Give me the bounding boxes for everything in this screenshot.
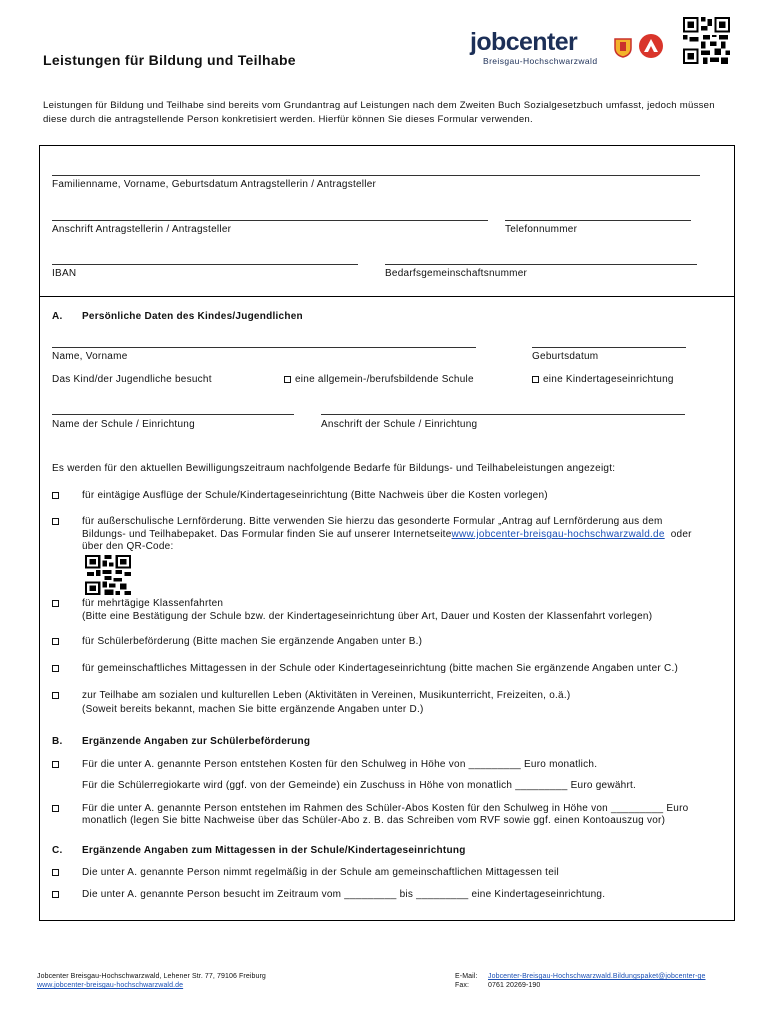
need-participation-line2: (Soweit bereits bekannt, machen Sie bitte ergänzende Angaben unter D.): [82, 704, 424, 715]
need-excursion-label: für eintägige Ausflüge der Schule/Kindertageseinrichtung (Bitte Nachweis über die Kosten vorlegen): [82, 490, 548, 501]
need-tutoring-line3: über den QR-Code:: [82, 541, 174, 552]
school-name-label: Name der Schule / Einrichtung: [52, 419, 195, 430]
phone-field[interactable]: [505, 220, 691, 221]
need-excursion-checkbox[interactable]: [52, 492, 59, 499]
applicant-address-label: Anschrift Antragstellerin / Antragsteller: [52, 224, 232, 235]
school-abo-line2: monatlich (legen Sie bitte Nachweise über das Schüler-Abo z. B. das Schreiben vom RVF sowie ggf. einen Kontoauszug vor): [82, 815, 666, 826]
need-participation-checkbox[interactable]: [52, 692, 59, 699]
school-option-label: eine allgemein-/berufsbildende Schule: [295, 374, 474, 385]
lunch-regular-checkbox[interactable]: [52, 869, 59, 876]
section-a-letter: A.: [52, 311, 63, 322]
school-address-field[interactable]: [321, 414, 685, 415]
child-name-label: Name, Vorname: [52, 351, 128, 362]
need-lunch-checkbox[interactable]: [52, 665, 59, 672]
bg-number-label: Bedarfsgemeinschaftsnummer: [385, 268, 528, 279]
need-classtrip-line1: für mehrtägige Klassenfahrten: [82, 598, 224, 609]
divider: [39, 296, 735, 297]
footer-email-label: E-Mail:: [455, 973, 478, 980]
need-participation-line1: zur Teilhabe am sozialen und kulturellen Leben (Aktivitäten in Vereinen, Musikunterricht, Freizeiten, o.ä.): [82, 690, 571, 701]
applicant-name-field[interactable]: [52, 175, 700, 176]
section-a-heading: Persönliche Daten des Kindes/Jugendlichen: [82, 311, 303, 322]
school-abo-checkbox[interactable]: [52, 805, 59, 812]
need-tutoring-checkbox[interactable]: [52, 518, 59, 525]
need-lunch-label: für gemeinschaftliches Mittagessen in der Schule oder Kindertageseinrichtung (bitte machen Sie ergänzende Angaben unter C.): [82, 663, 679, 674]
jobcenter-logo-text: jobcenter: [470, 28, 578, 56]
child-dob-label: Geburtsdatum: [532, 351, 599, 362]
footer-fax-label: Fax:: [455, 982, 470, 989]
child-name-field[interactable]: [52, 347, 476, 348]
school-checkbox[interactable]: [284, 376, 291, 383]
applicant-name-label: Familienname, Vorname, Geburtsdatum Antragstellerin / Antragsteller: [52, 179, 377, 190]
need-tutoring-line2-text: Bildungs- und Teilhabepaket. Das Formular finden Sie auf unserer Internetseite: [82, 529, 452, 540]
section-b-heading: Ergänzende Angaben zur Schülerbeförderung: [82, 736, 311, 747]
page-title: Leistungen für Bildung und Teilhabe: [43, 52, 296, 68]
coat-of-arms-icon: [612, 36, 634, 58]
school-address-label: Anschrift der Schule / Einrichtung: [321, 419, 478, 430]
daycare-period-checkbox[interactable]: [52, 891, 59, 898]
transport-cost-label: Für die unter A. genannte Person entstehen Kosten für den Schulweg in Höhe von _________ Euro monatlich.: [82, 759, 598, 770]
agency-logo-icon: [638, 33, 664, 59]
iban-label: IBAN: [52, 268, 77, 279]
child-dob-field[interactable]: [532, 347, 686, 348]
qr-code-icon: [683, 17, 730, 64]
need-classtrip-line2: (Bitte eine Bestätigung der Schule bzw. der Kindertageseinrichtung über Art, Dauer und Kosten der Klassenfahrt vorlegen): [82, 611, 653, 622]
transport-cost-checkbox[interactable]: [52, 761, 59, 768]
need-classtrip-checkbox[interactable]: [52, 600, 59, 607]
need-tutoring-line2: [82, 529, 692, 541]
phone-label: Telefonnummer: [505, 224, 578, 235]
lunch-regular-label: Die unter A. genannte Person nimmt regelmäßig in der Schule am gemeinschaftlichen Mittagessen teil: [82, 867, 559, 878]
need-transport-checkbox[interactable]: [52, 638, 59, 645]
footer-email-link[interactable]: Jobcenter-Breisgau-Hochschwarzwald.Bildungspaket@jobcenter-ge: [488, 973, 706, 980]
website-link[interactable]: www.jobcenter-breisgau-hochschwarzwald.de: [451, 529, 665, 540]
footer-website-link[interactable]: www.jobcenter-breisgau-hochschwarzwald.de: [37, 982, 184, 989]
daycare-checkbox[interactable]: [532, 376, 539, 383]
footer-address: Jobcenter Breisgau-Hochschwarzwald, Lehener Str. 77, 79106 Freiburg: [37, 973, 266, 980]
needs-intro: Es werden für den aktuellen Bewilligungszeitraum nachfolgende Bedarfe für Bildungs- und Teilhabeleistungen angezeigt:: [52, 463, 616, 474]
need-tutoring-or: oder: [670, 529, 692, 540]
bg-number-field[interactable]: [385, 264, 697, 265]
school-abo-line1: Für die unter A. genannte Person entstehen im Rahmen des Schüler-Abos Kosten für den Schulweg in Höhe von _________ Euro: [82, 803, 689, 814]
iban-field[interactable]: [52, 264, 358, 265]
applicant-address-field[interactable]: [52, 220, 488, 221]
school-name-field[interactable]: [52, 414, 294, 415]
section-b-letter: B.: [52, 736, 63, 747]
jobcenter-logo-subtitle: Breisgau-Hochschwarzwald: [483, 56, 598, 66]
need-tutoring-line1: für außerschulische Lernförderung. Bitte verwenden Sie hierzu das gesonderte Formular „Antrag auf Lernförderung aus dem: [82, 516, 663, 527]
qr-code-icon: [85, 555, 131, 595]
intro-text: Leistungen für Bildung und Teilhabe sind bereits vom Grundantrag auf Leistungen nach dem Zweiten Buch Sozialgesetzbuch umfasst, jedoch müssen diese durch die antragstellende Person konkretisiert werden. Hierfür können Sie dieses Formular verwenden.: [43, 100, 715, 125]
section-c-heading: Ergänzende Angaben zum Mittagessen in der Schule/Kindertageseinrichtung: [82, 845, 466, 856]
need-transport-label: für Schülerbeförderung (Bitte machen Sie ergänzende Angaben unter B.): [82, 636, 423, 647]
regio-card-label: Für die Schülerregiokarte wird (ggf. von der Gemeinde) ein Zuschuss in Höhe von monatlich _________ Euro gewährt.: [82, 780, 637, 791]
daycare-option-label: eine Kindertageseinrichtung: [543, 374, 674, 385]
daycare-period-label: Die unter A. genannte Person besucht im Zeitraum vom _________ bis _________ eine Kindertageseinrichtung.: [82, 889, 606, 900]
attends-label: Das Kind/der Jugendliche besucht: [52, 374, 212, 385]
section-c-letter: C.: [52, 845, 63, 856]
footer-fax: 0761 20269-190: [488, 982, 541, 989]
